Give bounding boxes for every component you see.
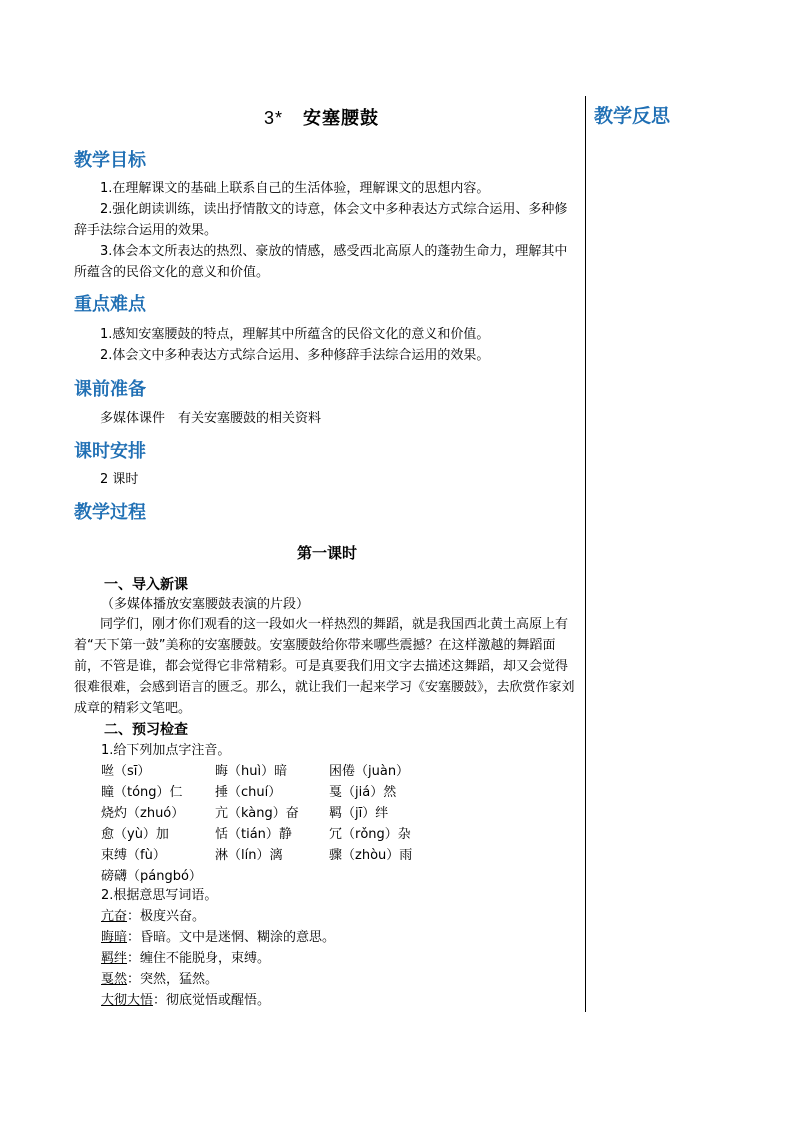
prep-heading: 课前准备 (74, 379, 146, 400)
definition-term: 晦暗 (101, 930, 128, 945)
pinyin-cell: 愈（yù）加 (101, 827, 169, 842)
pinyin-cell: 咝（sī） (101, 764, 151, 779)
definition-term: 亢奋 (101, 909, 128, 924)
part1-note: （多媒体播放安塞腰鼓表演的片段） (101, 597, 310, 612)
keypoints-heading: 重点难点 (74, 294, 146, 315)
part2-question-1: 1.给下列加点字注音。 (101, 743, 231, 758)
pinyin-cell: 瞳（tóng）仁 (101, 785, 183, 800)
part2-heading: 二、预习检查 (104, 722, 188, 738)
pinyin-row (101, 866, 449, 887)
pinyin-cell: 戛（jiá）然 (329, 785, 397, 800)
process-heading: 教学过程 (74, 502, 146, 523)
pinyin-row (101, 782, 449, 803)
definition-meaning: ：缠住不能脱身，束缚。 (127, 951, 271, 966)
pinyin-row (101, 761, 449, 782)
pinyin-cell: 骤（zhòu）雨 (329, 848, 413, 863)
pinyin-cell: 捶（chuí） (215, 785, 282, 800)
goals-heading: 教学目标 (74, 150, 146, 171)
goal-item-2: 2.强化朗读训练，读出抒情散文的诗意，体会文中多种表达方式综合运用、多种修辞手法综合运用的效果。 (74, 202, 568, 238)
lesson-title (264, 104, 379, 130)
definition-item (101, 990, 270, 1011)
definition-term: 大彻大悟 (101, 993, 154, 1008)
pinyin-row (101, 845, 449, 866)
pinyin-row (101, 824, 449, 845)
definition-item (101, 927, 335, 948)
pinyin-cell: 困倦（juàn） (329, 764, 410, 779)
definition-item (101, 906, 205, 927)
prep-text: 多媒体课件 有关安塞腰鼓的相关资料 (100, 411, 322, 426)
column-divider (585, 96, 586, 1012)
goal-item-1: 1.在理解课文的基础上联系自己的生活体验，理解课文的思想内容。 (100, 181, 490, 196)
pinyin-cell: 磅礴（pángbó） (101, 869, 202, 884)
definition-meaning: ：彻底觉悟或醒悟。 (153, 993, 271, 1008)
pinyin-cell: 束缚（fù） (101, 848, 166, 863)
part1-heading: 一、导入新课 (104, 577, 188, 593)
definition-meaning: ：昏暗。文中是迷惘、糊涂的意思。 (127, 930, 336, 945)
part2-question-2: 2.根据意思写词语。 (101, 888, 218, 903)
pinyin-cell: 亢（kàng）奋 (215, 806, 299, 821)
pinyin-cell: 恬（tián）静 (215, 827, 292, 842)
definition-term: 羁绊 (101, 951, 128, 966)
definition-item (101, 948, 270, 969)
schedule-heading: 课时安排 (74, 441, 146, 462)
pinyin-cell: 烧灼（zhuó） (101, 806, 185, 821)
pinyin-cell: 冗（rǒng）杂 (329, 827, 411, 842)
pinyin-cell: 淋（lín）漓 (215, 848, 283, 863)
lesson-name: 安塞腰鼓 (303, 108, 380, 129)
reflection-heading: 教学反思 (594, 105, 671, 127)
definition-meaning: ：突然，猛然。 (127, 972, 219, 987)
pinyin-row (101, 803, 449, 824)
definition-meaning: ：极度兴奋。 (127, 909, 206, 924)
definition-term: 戛然 (101, 972, 128, 987)
goal-item-3: 3.体会本文所表达的热烈、豪放的情感，感受西北高原人的蓬勃生命力，理解其中所蕴含的民俗文化的意义和价值。 (74, 244, 568, 280)
pinyin-grid (101, 761, 449, 887)
period-title: 第一课时 (296, 544, 357, 562)
keypoint-item-1: 1.感知安塞腰鼓的特点，理解其中所蕴含的民俗文化的意义和价值。 (100, 327, 490, 342)
pinyin-cell: 羁（jī）绊 (329, 806, 389, 821)
definition-item (101, 969, 218, 990)
lesson-number: 3* (264, 108, 284, 128)
part1-paragraph: 同学们，刚才你们观看的这一段如火一样热烈的舞蹈，就是我国西北黄土高原上有着“天下第一鼓”美称的安塞腰鼓。安塞腰鼓给你带来哪些震撼？在这样激越的舞蹈面前，不管是谁，都会觉得它非常精彩。可是真要我们用文字去描述这舞蹈，却又会觉得很难很难，会感到语言的匮乏。那么，就让我们一起来学习《安塞腰鼓》，去欣赏作家刘成章的精彩文笔吧。 (74, 617, 575, 716)
pinyin-cell: 晦（huì）暗 (215, 764, 288, 779)
schedule-text: 2 课时 (100, 472, 139, 487)
keypoint-item-2: 2.体会文中多种表达方式综合运用、多种修辞手法综合运用的效果。 (100, 348, 490, 363)
